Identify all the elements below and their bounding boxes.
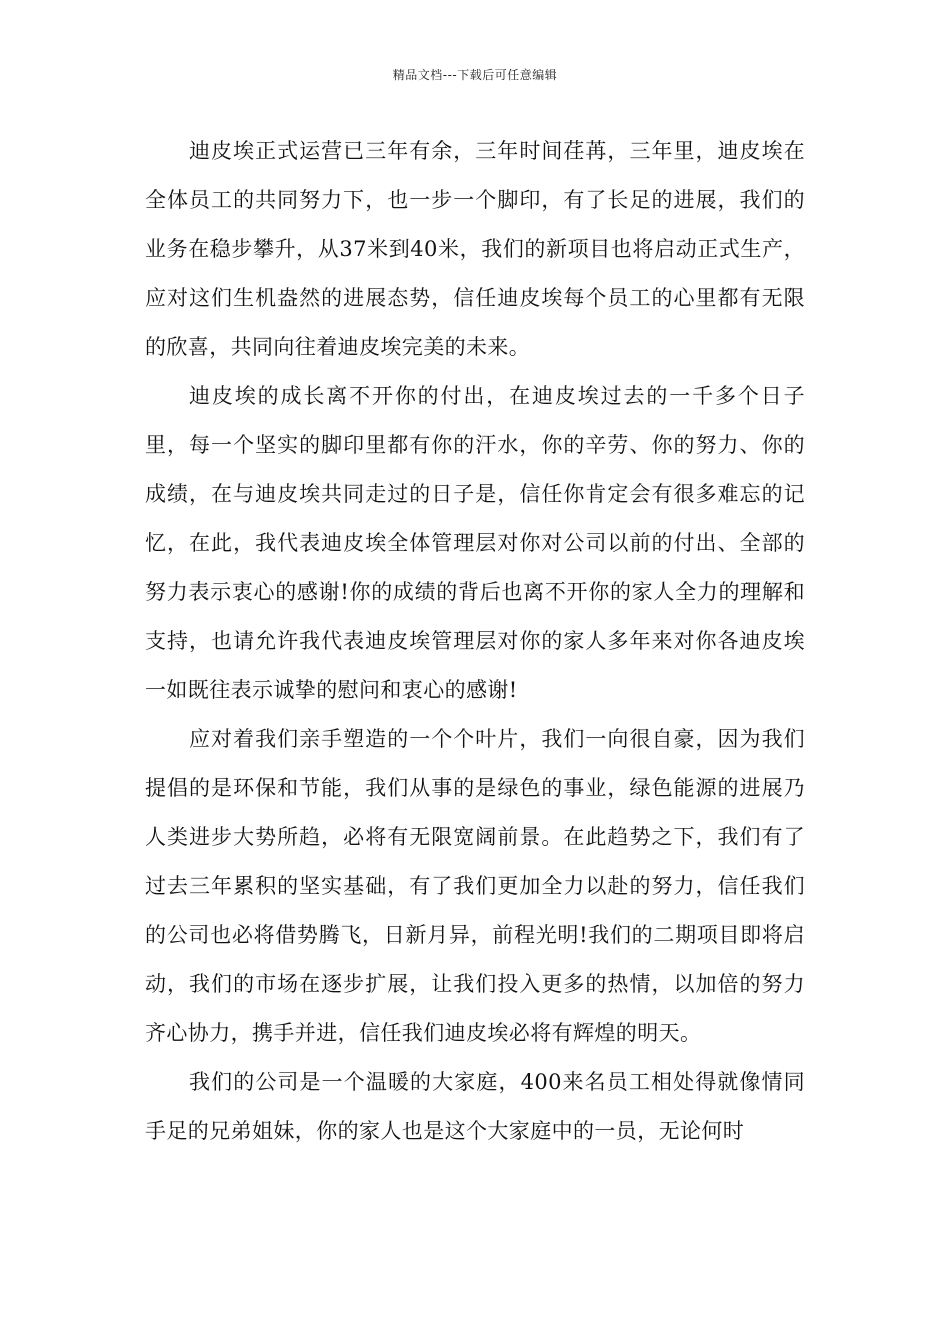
paragraph-4: 我们的公司是一个温暖的大家庭，400来名员工相处得就像情同手足的兄弟姐妹，你的家人也是这个大家庭中的一员，无论何时: [145, 1070, 805, 1143]
paragraph-2: 迪皮埃的成长离不开你的付出，在迪皮埃过去的一千多个日子里，每一个坚实的脚印里都有你的汗水，你的辛劳、你的努力、你的成绩，在与迪皮埃共同走过的日子是，信任你肯定会有很多难忘的记忆，在此，我代表迪皮埃全体管理层对你对公司以前的付出、全部的努力表示衷心的感谢!你的成绩的背后也离不开你的家人全力的理解和支持，也请允许我代表迪皮埃管理层对你的家人多年来对你各迪皮埃一如既往表示诚挚的慰问和衷心的感谢!: [145, 384, 805, 702]
document-body: [145, 127, 805, 1156]
paragraph-1: 迪皮埃正式运营已三年有余，三年时间荏苒，三年里，迪皮埃在全体员工的共同努力下，也一步一个脚印，有了长足的进展，我们的业务在稳步攀升，从37米到40米，我们的新项目也将启动正式生产，应对这们生机盎然的进展态势，信任迪皮埃每个员工的心里都有无限的欣喜，共同向往着迪皮埃完美的未来。: [145, 139, 805, 359]
paragraph-3: 应对着我们亲手塑造的一个个叶片，我们一向很自豪，因为我们提倡的是环保和节能，我们从事的是绿色的事业，绿色能源的进展乃人类进步大势所趋，必将有无限宽阔前景。在此趋势之下，我们有了过去三年累积的坚实基础，有了我们更加全力以赴的努力，信任我们的公司也必将借势腾飞，日新月异，前程光明!我们的二期项目即将启动，我们的市场在逐步扩展，让我们投入更多的热情，以加倍的努力齐心协力，携手并进，信任我们迪皮埃必将有辉煌的明天。: [145, 727, 805, 1045]
page-header: 精品文档---下载后可任意编辑: [392, 68, 558, 82]
